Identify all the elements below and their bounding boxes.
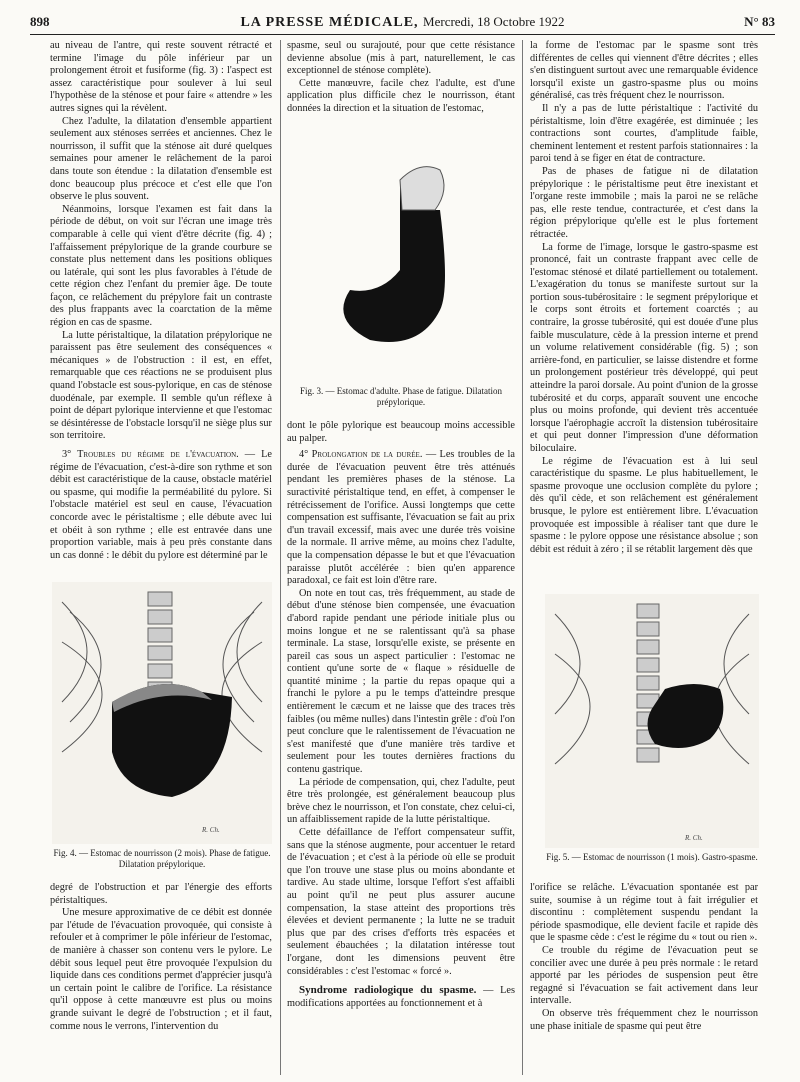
column-divider bbox=[522, 40, 523, 1075]
journal-title: LA PRESSE MÉDICALE, Mercredi, 18 Octobre 1922 bbox=[240, 14, 565, 30]
page-header bbox=[30, 14, 775, 34]
figure-3-radiograph bbox=[290, 150, 512, 380]
svg-text:R. Ch.: R. Ch. bbox=[202, 826, 220, 834]
paragraph: Les troubles de la durée de l'évacuation peuvent être très atténués pendant les premières phases de la sténose. La suractivité péristaltique tend, en effet, à compenser le rétrécissement de l'orifice. Aussi longtemps que cette compensation est suffisante, l'évacuation se fait au prix d'un travail excessif, mais avec une durée très voisine de la normale. Il arrive même, au moins chez l'adulte, que la compensation dépasse le but et que l'évacuation paraisse plutôt accélérée : bien qu'en apparence paradoxal, ce fait est loin d'être rare. bbox=[287, 449, 515, 587]
paragraph: Le régime de l'évacuation, c'est-à-dire son rythme et son débit est caractéristique de la cause, obstacle matériel ou spasme, qui modifie la perméabilité du pylore. Si l'obstacle matériel est seul en cause, l'évacuation concorde avec le péristaltisme ; elle débute avec lui et obéit à son rythme ; elle est entravée dans une proportion variable, mais à peu près constante dans un cas donné : le débit du pylore est déterminé par le bbox=[50, 449, 272, 561]
paragraph: au niveau de l'antre, qui reste souvent rétracté et termine l'image du pôle inférieur par un prolongement étroit et fusiforme (fig. 3) : l'aspect est assez caractéristique pour soulever à lui seul l'hypothèse de la sténose et pour faire « attendre » les autres signes qui la révèlent. bbox=[50, 40, 272, 114]
column-1: au niveau de l'antre, qui reste souvent rétracté et termine l'image du pôle inférieur par un prolongement étroit et fusiforme (fig. 3) : l'aspect est assez caractéristique pour soulever à lui seul l'hypothèse de la sténose et pour faire « attendre » les autres signes qui la révèlent. Chez l'adulte, la dilatation d'ensemble appartient seulement aux sténoses serrées et anciennes. Chez le nourrisson, il suffit que la sténose ait duré quelques semaines pour amener le relâchement de la paroi dans toute son étendue : la dilatation d'ensemble est donc beaucoup plus précoce et c'est elle que l'on observe le plus souvent. Néanmoins, lorsque l'examen est fait dans la période de début, on voit sur l'écran une image très comparable à celle qui vient d'être décrite (fig. 4) ; l'affaissement prépylorique de la grande courbure se constate plus nettement dans les positions obliques ou latérale, qui sont les plus favorables à l'étude de cette région chez l'enfant du premier âge. De toute façon, ce relâchement du prépylore fait un contraste des plus frappants avec la coarctation de la même région en cas de spasme. La lutte péristaltique, la dilatation prépylorique ne paraissent pas être seulement des conséquences « mécaniques » de l'obstruction : il est, en effet, remarquable que ces réactions ne se produisent plus quand l'obstacle est sous-pylorique, en cas de sténose duodénale, par exemple. Il semble qu'un réflexe à point de départ pylorique intervienne et que l'estomac se désintéresse de l'obstacle lorsqu'il ne siège plus sur son territoire. 3° Troubles du régime de l'évacuation. — Le régime de l'évacuation, c'est-à-dire son rythme et son débit est caractéristique de la cause, obstacle matériel ou spasme, qui modifie la perméabilité du pylore. Si l'obstacle matériel est seul en cause, l'évacuation concorde avec le péristaltisme ; elle débute avec lui et obéit à son rythme ; elle est entravée dans une proportion variable, mais à peu près constante dans un cas donné : le débit du pylore est déterminé par le bbox=[50, 40, 272, 561]
figure-4-radiograph bbox=[52, 582, 272, 844]
paragraph: spasme, seul ou surajouté, pour que cette résistance devienne absolue (mis à part, naturellement, le cas exceptionnel de sténose complète). bbox=[287, 40, 515, 77]
paragraph: Ce trouble du régime de l'évacuation peut se concilier avec une durée à peu près normale : le retard apporté par les périodes de suspension peut être regagné si l'évacuation se fait activement dans leur intervalle. bbox=[530, 944, 758, 1007]
paragraph: Le régime de l'évacuation est à lui seul caractéristique du spasme. Le plus habituellement, le spasme provoque une occlusion complète du pylore ; dès qu'il cède, et son relâchement est généralement brusque, le pylore est entièrement libre. L'évacuation provoquée est impossible à réaliser tant que dure le spasme : le pylore oppose une résistance absolue ; son débit est réduit à zéro ; il se rétablit largement dès que bbox=[530, 455, 758, 555]
paragraph: Néanmoins, lorsque l'examen est fait dans la période de début, on voit sur l'écran une image très comparable à celle qui vient d'être décrite (fig. 4) ; l'affaissement prépylorique de la grande courbure se constate plus nettement dans les positions obliques ou latérale, qui sont les plus favorables à l'étude de cette région chez l'enfant du premier âge. De toute façon, ce relâchement du prépylore fait un contraste des plus frappants avec la coarctation de la même région en cas de spasme. bbox=[50, 203, 272, 329]
paragraph: la forme de l'estomac par le spasme sont très différentes de celles qui viennent d'être décrites ; elles s'en distinguent surtout avec une remarquable évidence lorsqu'il existe un gastro-spasme plus ou moins généralisé, cas très fréquent chez le nourrisson. bbox=[530, 40, 758, 102]
figure-5-caption: Fig. 5. — Estomac de nourrisson (1 mois). Gastro-spasme. bbox=[546, 852, 758, 862]
column-1-continued bbox=[50, 882, 272, 1033]
column-divider bbox=[280, 40, 281, 1075]
paragraph: La lutte péristaltique, la dilatation prépylorique ne paraissent pas être seulement des conséquences « mécaniques » de l'obstruction : il est, en effet, remarquable que ces réactions ne se produisent plus quand l'obstacle est sous-pylorique, en cas de sténose duodénale, par exemple. Il semble qu'un réflexe à point de départ pylorique intervienne et que l'estomac se désintéresse de l'obstacle lorsqu'il ne siège plus sur son territoire. bbox=[50, 329, 272, 442]
paragraph: On observe très fréquemment chez le nourrisson une phase initiale de spasme qui peut être bbox=[530, 1007, 758, 1032]
section-heading: Syndrome radiologique du spasme. bbox=[299, 984, 477, 997]
paragraph: Chez l'adulte, la dilatation d'ensemble appartient seulement aux sténoses serrées et anciennes. Chez le nourrisson, il suffit que la sténose ait duré quelques semaines pour amener le relâchement de la paroi dans toute son étendue : la dilatation d'ensemble est donc beaucoup plus précoce et c'est elle que l'on observe le plus souvent. bbox=[50, 115, 272, 203]
paragraph: La période de compensation, qui, chez l'adulte, peut être très prolongée, est généralement beaucoup plus brève chez le nourrisson, et l'on constate, chez celui-ci, un affaiblissement rapide de la lutte péristaltique. bbox=[287, 776, 515, 826]
paragraph: Cette manœuvre, facile chez l'adulte, est d'une application plus difficile chez le nourrisson, étant données la direction et la situation de l'estomac, bbox=[287, 77, 515, 114]
paragraph: Cette défaillance de l'effort compensateur suffit, sans que la sténose augmente, pour accentuer le retard de l'évacuation ; et c'est à la période où elle se produit que l'on trouve une stase plus ou moins abondante et tardive. Au stade ultime, lorsque l'effort s'est affaibli au point qu'il ne peut plus assurer aucune compensation, la stase atteint des proportions très élevées et devient permanente ; la lutte ne se traduit plus que par des crises d'efforts très espacées et seulement ébauchées ; la dilatation intéresse tout l'organe, dont les dimensions peuvent être considérables : c'est l'estomac « forcé ». bbox=[287, 827, 515, 977]
column-3-continued bbox=[530, 882, 758, 1033]
header-rule bbox=[30, 34, 775, 35]
paragraph: Les modifications apportées au fonctionnement et à bbox=[287, 985, 516, 1009]
column-2 bbox=[287, 40, 515, 116]
paragraph: Il n'y a pas de lutte péristaltique : l'activité du péristaltisme, loin d'être exagérée, est diminuée ; les contractions sont courtes, d'amplitude faible, cheminent lentement et restent parfois stationnaires : la paroi tend à se figer en état de contracture. bbox=[530, 102, 758, 165]
svg-text:R. Ch.: R. Ch. bbox=[685, 834, 703, 842]
paragraph: On note en tout cas, très fréquemment, au stade de début d'une sténose bien compensée, une évacuation d'abord rapide pendant une période initiale plus ou moins longue et ne se ralentissant qu'à sa phase terminale. La stase, lorsqu'elle existe, se présente en pareil cas sous un aspect particulier : l'estomac ne contient qu'une sorte de « flaque » résiduelle de quantité minime ; la partie du repas opaque qui a franchi le pylore a pu le temps d'atteindre presque entièrement le cæcum et ne laisse que des traces très faibles (ou même nulles) dans l'intestin grêle : d'où l'on peut conclure que le ralentissement de l'évacuation ne s'est manifesté que d'une manière très tardive et seulement pour les toutes dernières fractions du contenu gastrique. bbox=[287, 587, 515, 776]
figure-3-caption: Fig. 3. — Estomac d'adulte. Phase de fatigue. Dilatation prépylorique. bbox=[299, 386, 503, 407]
figure-4-caption: Fig. 4. — Estomac de nourrisson (2 mois). Phase de fatigue. Dilatation prépylorique. bbox=[53, 848, 271, 869]
paragraph: l'orifice se relâche. L'évacuation spontanée est par suite, soumise à un régime tout à fait irrégulier et discontinu : complètement suspendu pendant la période spasmodique, elle devient facile et rapide dès que le spasme cède : c'est le régime du « tout ou rien ». bbox=[530, 882, 758, 944]
figure-5-radiograph bbox=[545, 594, 759, 848]
section-heading: 4° Prolongation de la durée. bbox=[299, 449, 423, 461]
issue-number: N° 83 bbox=[744, 14, 775, 29]
issue-date: Mercredi, 18 Octobre 1922 bbox=[423, 14, 565, 29]
paragraph: Pas de phases de fatigue ni de dilatation prépylorique : le péristaltisme peut être inexistant et l'organe reste immobile ; mais la paroi ne se relâche pas, elle reste tendue, contracturée, et c'est dans la région prépylorique qu'elle est le plus fortement rétractée. bbox=[530, 165, 758, 240]
page-number: 898 bbox=[30, 14, 50, 29]
column-3 bbox=[530, 40, 758, 556]
paragraph: dont le pôle pylorique est beaucoup moins accessible au palper. bbox=[287, 420, 515, 444]
section-heading: 3° Troubles du régime de l'évacuation. bbox=[62, 449, 239, 460]
column-2-continued: dont le pôle pylorique est beaucoup moins accessible au palper. 4° Prolongation de la durée. — Les troubles de la durée de l'évacuation peuvent être très atténués pendant les premières phases de la sténose. La suractivité péristaltique tend, en effet, à compenser le rétrécissement de l'orifice. Aussi longtemps que cette compensation est suffisante, l'évacuation se fait au prix d'un travail excessif, mais avec une durée très voisine de la normale. Il arrive même, au moins chez l'adulte, que la compensation dépasse le but et que l'évacuation paraisse plutôt accélérée : bien qu'en apparence paradoxal, ce fait est loin d'être rare. On note en tout cas, très fréquemment, au stade de début d'une sténose bien compensée, une évacuation d'abord rapide pendant une période initiale plus ou moins longue et ne se ralentissant qu'à sa phase terminale. La stase, lorsqu'elle existe, se présente en pareil cas sous un aspect particulier : l'estomac ne contient qu'une sorte de « flaque » résiduelle de quantité minime ; la partie du repas opaque qui a franchi le pylore a pu le temps d'atteindre presque entièrement le cæcum et ne laisse que des traces très faibles (ou même nulles) dans l'intestin grêle : d'où l'on peut conclure que le ralentissement de l'évacuation ne s'est manifesté que d'une manière très tardive et seulement pour les toutes dernières fractions du contenu gastrique. La période de compensation, qui, chez l'adulte, peut être très prolongée, est généralement beaucoup plus brève chez le nourrisson, et l'on constate, chez celui-ci, un affaiblissement rapide de la lutte péristaltique. Cette défaillance de l'effort compensateur suffit, sans que la sténose augmente, pour accentuer le retard de l'évacuation ; et c'est à la période où elle se produit que l'on trouve une stase plus ou moins abondante et tardive. Au stade ultime, lorsque l'effort s'est affaibli au point qu'il ne peut plus assurer aucune compensation, la stase atteint des proportions très élevées et devient permanente ; la lutte ne se traduit plus que par des crises d'efforts très espacées et seulement ébauchées ; la dilatation intéresse tout l'organe, dont les dimensions peuvent être considérables : c'est l'estomac « forcé ». Syndrome radiologique du spasme. — Les modifications apportées au fonctionnement et à bbox=[287, 420, 516, 1009]
paragraph: La forme de l'image, lorsque le gastro-spasme est prononcé, fait un contraste frappant avec celle de l'estomac sténosé et dilaté partiellement ou totalement. L'exagération du tonus se manifeste surtout sur la portion sous-tubérositaire : le segment prépylorique et le corps sont étroits et fortement coarctés ; au contraire, la grosse tubérosité, qui est douée d'une plus faible musculature, cède à la pression interne et prend un volume relativement considérable (fig. 5) ; son arrière-fond, en particulier, se laisse distendre et forme un prolongement postérieur très développé, qui peut atteindre la paroi dorsale. Au point d'union de la grosse tubérosité et du corps, apparaît souvent une encoche plus ou moins profonde, qui devient très accentuée lorsque l'aérophagie accroît la distension tubérositaire et qui peut donner l'impression d'une déformation biloculaire. bbox=[530, 241, 758, 454]
paragraph: Une mesure approximative de ce débit est donnée par l'étude de l'évacuation provoquée, qui consiste à refouler et à comprimer le pôle inférieur de l'estomac, de manière à chasser son contenu vers le pylore. Le débit sous lequel peut être provoquée l'expulsion du liquide dans ces conditions permet d'apprécier jusqu'à un certain point le calibre de l'orifice. La résistance qu'il oppose à cette manœuvre est plus ou moins grande suivant le degré de l'obstruction ; et il faut, comme nous le verrons, l'intervention du bbox=[50, 907, 272, 1032]
paragraph: degré de l'obstruction et par l'énergie des efforts péristaltiques. bbox=[50, 882, 272, 906]
